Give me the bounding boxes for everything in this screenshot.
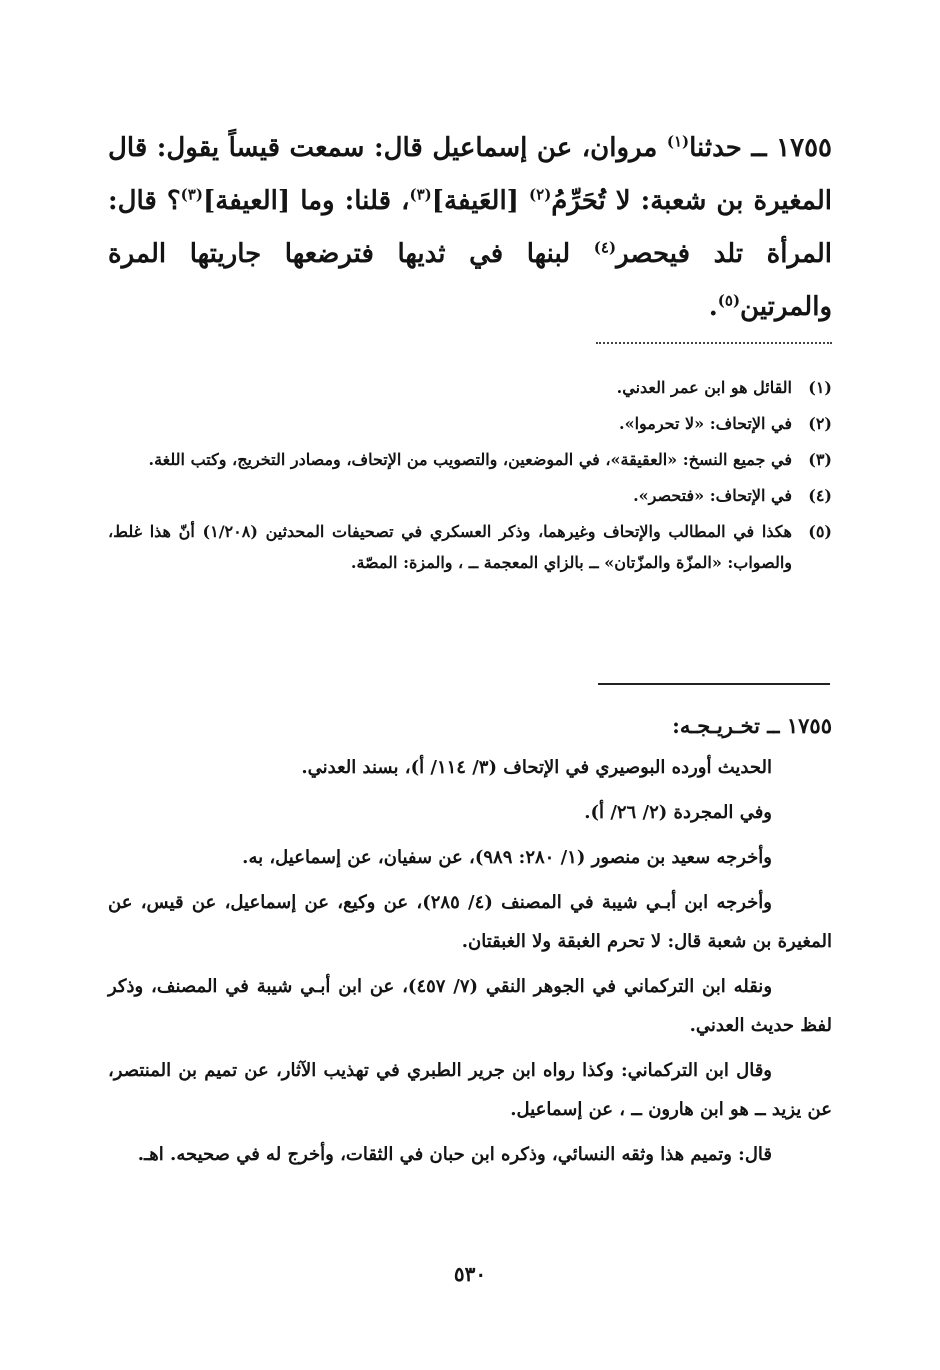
footnote-ref-5[interactable]: (٥): [717, 291, 741, 310]
footnote-number: (٤): [808, 486, 832, 505]
footnote-item: [108, 444, 832, 475]
footnote-text: هكذا في المطالب والإتحاف وغيرهما، وذكر العسكري في تصحيفات المحدثين (١/٢٠٨) أنّ هذا غلط، والصواب: «المزّة والمزّتان» ــ بالزاي المعجمة ــ ، والمزة: المصّة.: [108, 522, 792, 572]
footnote-item: [108, 480, 832, 511]
takhrij-paragraph: الحديث أورده البوصيري في الإتحاف (٣/ ١١٤/ أ)، بسند العدني.: [301, 757, 772, 778]
footnote-number: (٥): [808, 522, 832, 541]
takhrij-paragraph: وفي المجردة (٢/ ٢٦/ أ).: [584, 802, 772, 823]
footnote-number: (٢): [808, 414, 832, 433]
footnote-item: [108, 516, 832, 578]
hadith-segment: ١٧٥٥ ــ حدثنا: [689, 133, 833, 163]
takhrij-paragraph: وأخرجه ابن أبـي شيبة في المصنف (٤/ ٢٨٥)، عن وكيع، عن إسماعيل، عن قيس، عن المغيرة بن شعبة قال: لا تحرم الغبقة ولا الغبقتان.: [108, 892, 832, 952]
page-number: ٥٣٠: [453, 1262, 487, 1286]
hadith-segment: [العَيفة]: [431, 186, 530, 216]
footnote-ref-1[interactable]: (١): [666, 132, 690, 151]
hadith-segment: ؟ قال: المرأة تلد فيحصر: [108, 186, 832, 269]
footnote-ref-3b[interactable]: (٣): [180, 185, 203, 204]
hadith-segment: ، قلنا: وما [العيفة]: [202, 186, 410, 216]
footnote-item: [108, 408, 832, 439]
footnote-ref-2[interactable]: (٢): [529, 185, 552, 204]
takhrij-heading: ١٧٥٥ ــ تخـريـجـه:: [672, 713, 832, 738]
hadith-segment: مروان، عن إسماعيل قال: سمعت قيساً يقول: قال المغيرة بن شعبة: لا تُحَرِّمُ: [108, 133, 832, 216]
footnote-text: في الإتحاف: «فتحصر».: [633, 486, 792, 505]
takhrij-paragraph: قال: وتميم هذا وثقه النسائي، وذكره ابن حبان في الثقات، وأخرج له في صحيحه. اهـ.: [137, 1144, 772, 1165]
footnote-number: (١): [808, 378, 832, 397]
takhrij-paragraph: وقال ابن التركماني: وكذا رواه ابن جرير الطبري في تهذيب الآثار، عن تميم بن المنتصر، عن يزيد ــ هو ابن هارون ــ ، عن إسماعيل.: [108, 1060, 832, 1120]
footnote-item: [108, 372, 832, 403]
footnote-separator: [596, 342, 832, 344]
footnote-ref-3[interactable]: (٣): [409, 185, 432, 204]
takhrij-paragraph: ونقله ابن التركماني في الجوهر النقي (٧/ ٤٥٧)، عن ابن أبـي شيبة في المصنف، وذكر لفظ حديث العدني.: [108, 976, 832, 1036]
hadith-segment: لبنها في ثديها فترضعها جاريتها المرة والمرتين: [108, 239, 832, 322]
footnote-number: (٣): [808, 450, 832, 469]
footnote-text: في جميع النسخ: «العقيقة»، في الموضعين، والتصويب من الإتحاف، ومصادر التخريج، وكتب اللغة.: [148, 450, 792, 469]
takhrij-paragraph: وأخرجه سعيد بن منصور (١/ ٢٨٠: ٩٨٩)، عن سفيان، عن إسماعيل، به.: [242, 847, 772, 868]
section-divider: [598, 683, 830, 685]
hadith-text: [108, 122, 832, 334]
hadith-segment: .: [708, 292, 718, 322]
footnote-ref-4[interactable]: (٤): [593, 238, 617, 257]
footnotes-section: [108, 372, 832, 583]
footnote-text: القائل هو ابن عمر العدني.: [616, 378, 792, 397]
footnote-text: في الإتحاف: «لا تحرموا».: [619, 414, 792, 433]
takhrij-section: [108, 706, 832, 1180]
